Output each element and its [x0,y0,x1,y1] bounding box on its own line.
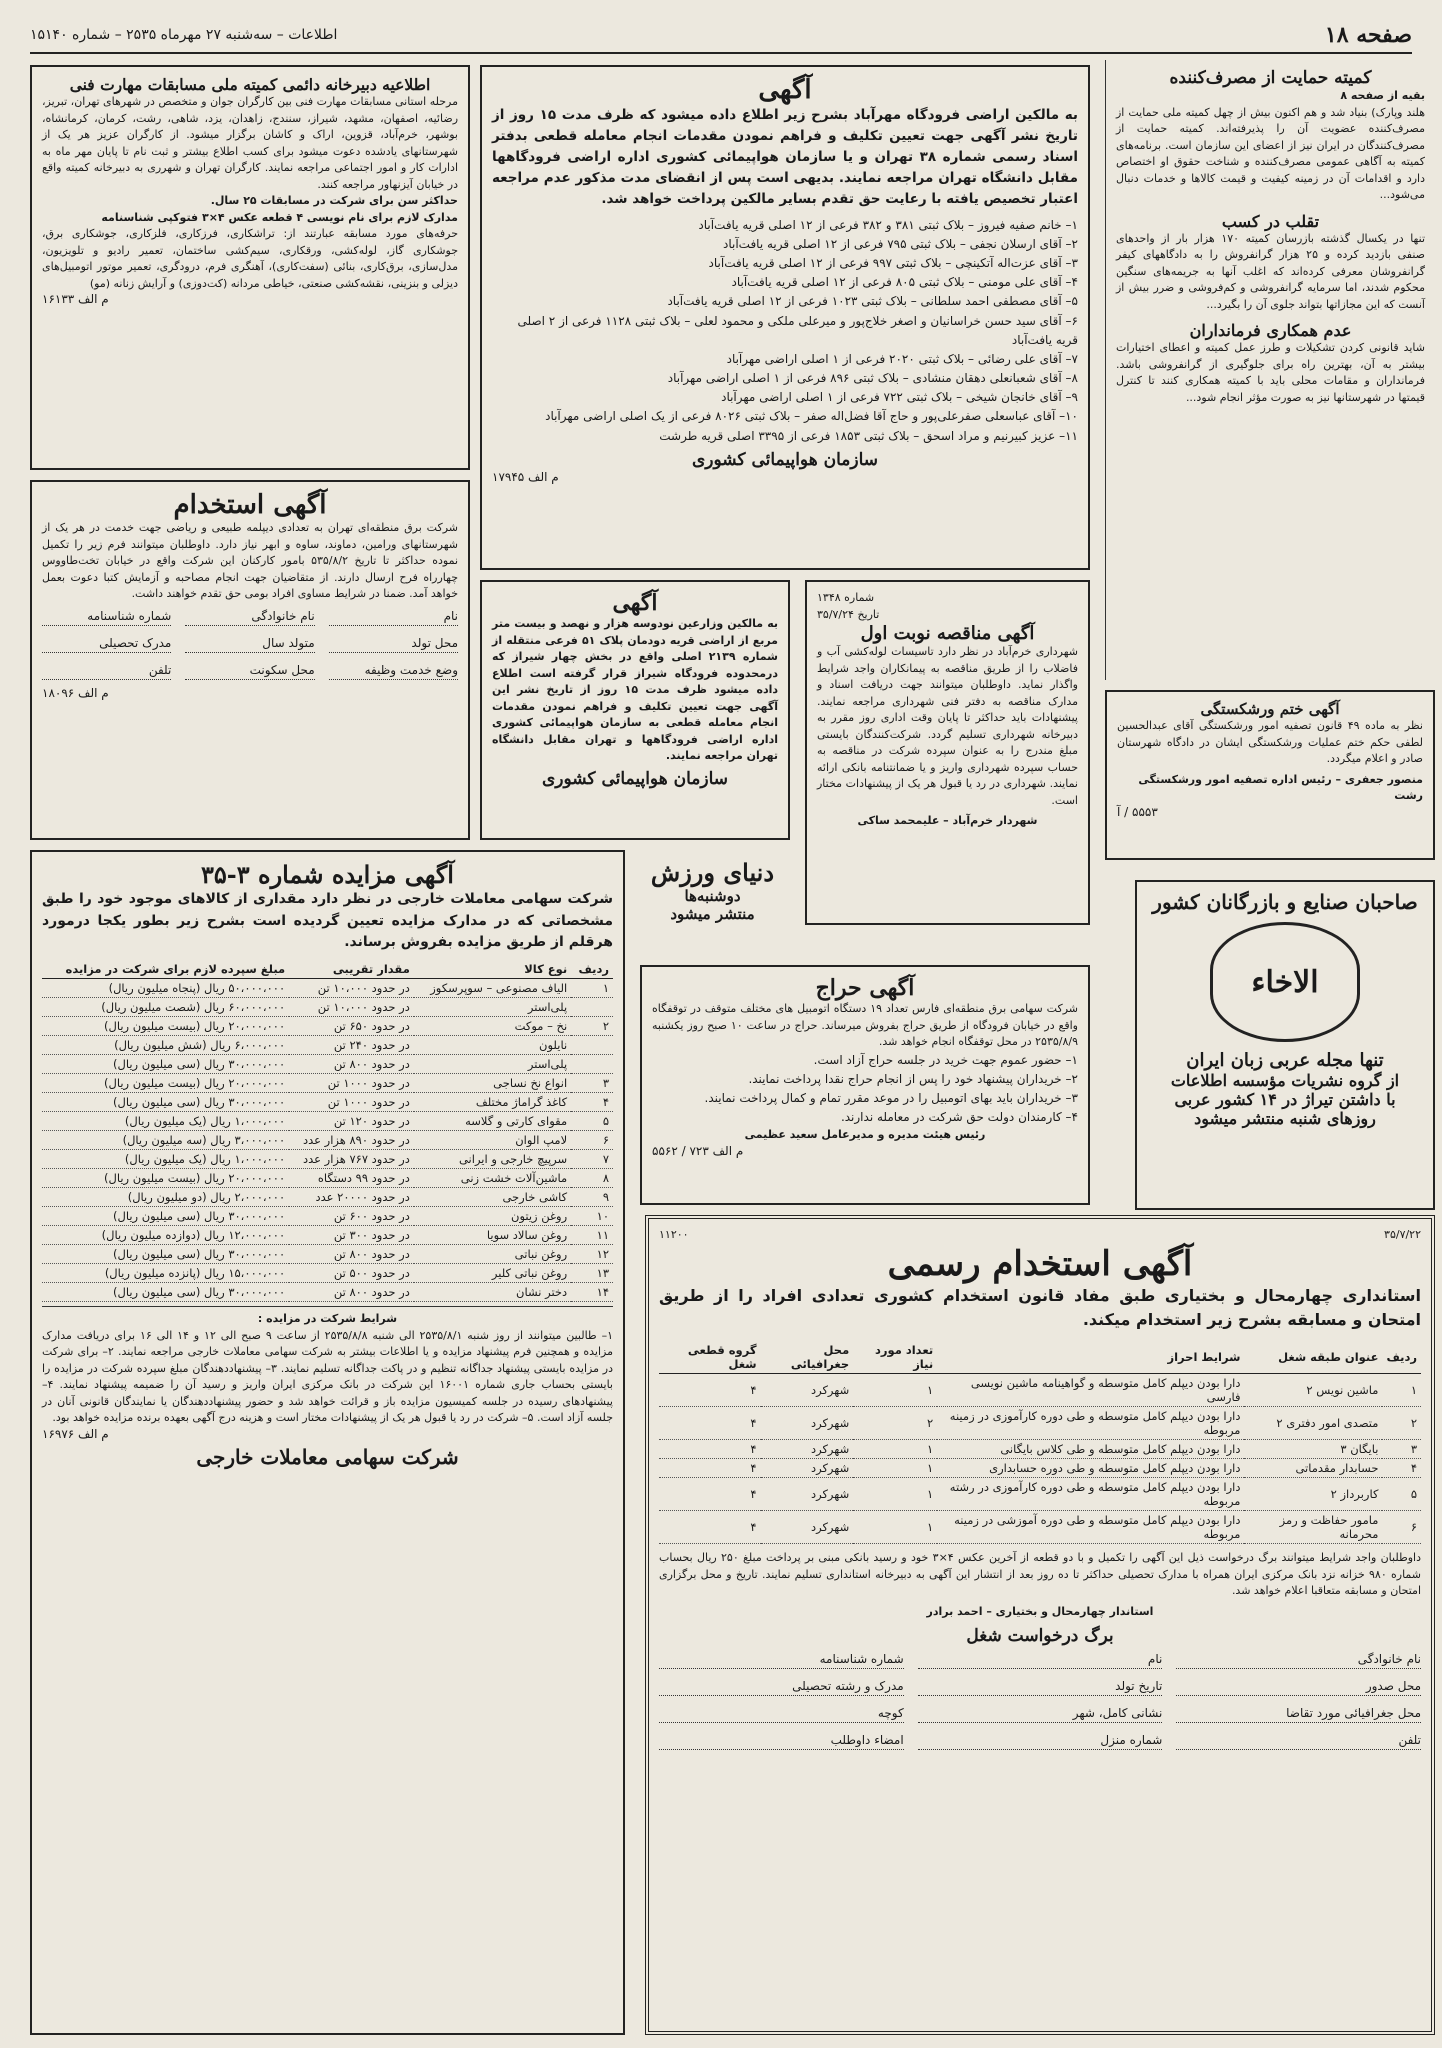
form-field[interactable]: تلفن [42,663,171,680]
alakha-seal: الاخاء [1210,922,1360,1042]
list-item: ۴– آقای علی مومنی – بلاک ثبتی ۸۰۵ فرعی از ۱۲ اصلی قریه یافت‌آباد [731,275,1078,290]
col-header: عنوان طبقه شغل [1244,1341,1382,1374]
table-header-row [659,1341,1421,1374]
list-item: ۳– خریداران باید بهای اتومبیل را در موعد مقرر تمام و کمال پرداخت نمایند. [704,1090,1078,1105]
table-cell: ۱،۰۰۰،۰۰۰ ریال (یک میلیون ریال) [42,1150,289,1169]
page-number: صفحه ۱۸ [1324,22,1412,48]
table-row [42,1264,613,1283]
haraj-body: شرکت سهامی برق منطقه‌ای فارس تعداد ۱۹ دستگاه اتومبیل های مختلف متوقف در توقفگاه واقع در خیابان فرودگاه از طریق حراج بفروش میرساند. حراج در ساعت ۱۰ صبح روز یکشنبه ۲۵۳۵/۸/۹ در محل توقفگاه انجام خواهد شد. [652,1002,1078,1048]
mosabeghat-req2: مدارک لازم برای نام نویسی ۴ قطعه عکس ۴×۳ فتوکپی شناسنامه [101,210,458,224]
table-cell: کاشی خارجی [414,1188,571,1207]
table-cell [571,1055,613,1074]
estekhdam-rasmi-title: آگهی استخدام رسمی [887,1243,1193,1284]
table-cell: ۳۰،۰۰۰،۰۰۰ ریال (سی میلیون ریال) [42,1093,289,1112]
mosabeghat-req1: حداکثر سن برای شرکت در مسابقات ۲۵ سال. [210,194,458,207]
haraj-ref: م الف ۷۲۳ / ۵۵۶۲ [652,1143,744,1158]
table-cell: ۵ [571,1112,613,1131]
form-field[interactable]: کوچه [659,1706,904,1723]
form-field[interactable]: نشانی کامل، شهر [918,1706,1163,1723]
list-item: ۲– آقای ارسلان نجفی – بلاک ثبتی ۷۹۵ فرعی از ۱۲ اصلی قریه یافت‌آباد [722,236,1078,251]
table-row [659,1440,1421,1459]
aviation-main-ref: م الف ۱۷۹۴۵ [492,469,559,484]
table-cell: ماشین نویس ۲ [1244,1374,1382,1407]
hamkari-title: عدم همکاری فرمانداران [1189,321,1352,340]
list-item: ۷– آقای علی رضائی – بلاک ثبتی ۲۰۲۰ فرعی از ۱ اصلی اراضی مهرآباد [726,351,1078,366]
list-item: ۹– آقای خانجان شیخی – بلاک ثبتی ۷۲۲ فرعی از ۱ اصلی اراضی مهرآباد [721,390,1078,405]
table-cell: بایگان ۳ [1244,1440,1382,1459]
aviation-owner-list [492,216,1078,446]
list-item: ۵– آقای مصطفی احمد سلطانی – بلاک ثبتی ۱۰۲۳ فرعی از ۱۲ اصلی قریه یافت‌آباد [667,294,1078,309]
table-row [659,1478,1421,1511]
table-cell: دارا بودن دیپلم کامل متوسطه و طی دوره کارآموزی در رشته مربوطه [937,1478,1244,1511]
table-cell: در حدود ۲۰۰۰۰ عدد [289,1188,414,1207]
table-cell: ۱ [853,1459,937,1478]
list-item: ۱– خانم صفیه فیروز – بلاک ثبتی ۳۸۱ و ۳۸۲ فرعی از ۱۲ اصلی قریه یافت‌آباد [698,217,1078,232]
table-cell: ۱ [853,1374,937,1407]
table-cell: ۴ [659,1374,761,1407]
table-cell: ۲ [853,1407,937,1440]
col-header: محل جغرافیائی [761,1341,854,1374]
table-cell: ۳۰،۰۰۰،۰۰۰ ریال (سی میلیون ریال) [42,1207,289,1226]
table-cell: نایلون [414,1036,571,1055]
table-cell: در حدود ۶۵۰ تن [289,1017,414,1036]
form-field[interactable]: امضاء داوطلب [659,1733,904,1750]
estekhdam-rasmi-table [659,1341,1421,1544]
table-cell: ۲،۰۰۰،۰۰۰ ریال (دو میلیون ریال) [42,1188,289,1207]
varzesh-sub2: منتشر میشود [670,905,755,923]
table-cell: الیاف مصنوعی – سوپرسکوز [414,979,571,998]
table-cell: در حدود ۸۰۰ تن [289,1055,414,1074]
table-cell: ۲۰،۰۰۰،۰۰۰ ریال (بیست میلیون ریال) [42,1169,289,1188]
form-field[interactable]: تلفن [1176,1733,1421,1750]
consumer-title: کمیته حمایت از مصرف‌کننده [1169,68,1372,88]
mosabeghat-fields: حرفه‌های مورد مسابقه عبارتند از: تراشکاری، فرزکاری، فلزکاری، جوشکاری برق، جوشکاری گاز، لوله‌کشی، ورقکاری، سیم‌کشی ساختمان، تعمیر رادیو و تلویزیون، مدل‌سازی، برق‌کاری، بنائی (سفت‌کاری)، آهنگری فرم، درودگری، تعمیر موتور اتومبیل‌های دیزلی و بنزینی، نقشه‌کشی صنعتی، خیاطی مردانه (کت‌دوزی) و آرایش زنانه (مو) [42,227,458,290]
ad-top: صاحبان صنایع و بازرگانان کشور [1152,890,1418,914]
table-cell: در حدود ۸۰۰ تن [289,1283,414,1302]
table-row [659,1511,1421,1544]
table-cell: دارا بودن دیپلم کامل متوسطه و طی دوره حسابداری [937,1459,1244,1478]
taghallob-body: تنها در یکسال گذشته بازرسان کمیته ۱۷۰ هزار بار از واحدهای صنفی بازدید کرده و ۲۵ هزار گرانفروش را به دادگاههای کیفر گرانفروشان معرفی کرده‌اند که اغلب آنها به جریمه‌های سنگین محکوم شدند، اما سرمایه گرانفروشی و کم‌فروشی و ضرر بیش از آنست که این مجازاتها بتواند جلوی آن را بگیرد... [1116,231,1426,311]
table-row [42,1150,613,1169]
form-field[interactable]: شماره شناسنامه [659,1652,904,1669]
form-field[interactable]: تاریخ تولد [918,1679,1163,1696]
taghallob-title: تقلب در کسب [1221,211,1320,231]
table-row [659,1459,1421,1478]
table-row [659,1374,1421,1407]
table-cell: در حدود ۸۹۰ هزار عدد [289,1131,414,1150]
table-cell: در حدود ۱۲۰ تن [289,1112,414,1131]
table-cell: روغن زیتون [414,1207,571,1226]
table-cell: ۲ [571,1017,613,1036]
table-row [659,1407,1421,1440]
estekhdam-ref: م الف ۱۸۰۹۶ [42,685,109,700]
list-item: ۴– کارمندان دولت حق شرکت در معامله ندارند. [840,1110,1078,1125]
table-cell: کاغذ گراماژ مختلف [414,1093,571,1112]
table-cell: دارا بودن دیپلم کامل متوسطه و طی دوره آموزشی در زمینه مربوطه [937,1511,1244,1544]
monagheseh-body: شهرداری خرم‌آباد در نظر دارد تاسیسات لوله‌کشی آب و فاضلاب را از طریق مناقصه به پیمانکاران واجد شرایط واگذار نماید. داوطلبان میتوانند جهت دریافت اسناد و مدارک مناقصه به دفتر فنی شهرداری مراجعه نمایند. پیشنهادات باید حداکثر تا پایان وقت اداری روز مقرر به دبیرخانه شهرداری تسلیم گردد. شرکت‌کنندگان بایستی مبلغ مندرج را به عنوان سپرده شرکت در مناقصه به حساب سپرده شهرداری واریز و یا ضمانتنامه بانکی ارائه نمایند. شهرداری در رد یا قبول هر یک از پیشنهادات مختار است. [817,645,1078,807]
list-item: ۸– آقای شعبانعلی دهقان منشادی – بلاک ثبتی ۸۹۶ فرعی از ۱ اصلی اراضی مهرآباد [667,371,1078,386]
table-cell: در حدود ۵۰۰ تن [289,1264,414,1283]
mozayede-cond-title: شرایط شرکت در مزایده : [257,1312,398,1326]
table-cell: در حدود ۲۴۰ تن [289,1036,414,1055]
table-cell: ۴ [659,1407,761,1440]
form-field[interactable]: نام [329,609,458,626]
form-field[interactable]: نام خانوادگی [1176,1652,1421,1669]
consumer-body: هلند وپارک) بنیاد شد و هم اکنون بیش از چهل کمیته ملی حمایت از مصرف‌کننده عضویت آن را پذیرفته‌اند. کمیته حمایت از مصرف‌کنندگان در ایران نیز از اعضای این سازمان است. برنامه‌های کمیته به آگاهی عمومی مصرف‌کننده و شناخت حقوق او اختصاص دارد و اقدامات آن در زمینه کیفیت و قیمت کالاها و خدمات دنبال می‌شود... [1116,105,1425,201]
aviation-small-body: به مالکین وزارعین نودوسه هزار و نهصد و بیست متر مربع از اراضی قریه دودمان پلاک ۵۱ فرعی منتقله از شماره ۲۱۳۹ اصلی واقع در بخش چهار شیراز که درمحدوده فرودگاه شیراز قرار گرفته است اطلاع داده میشود ظرف مدت ۱۵ روز از تاریخ نشر این آگهی جهت تعیین تکلیف و فراهم نمودن مقدمات انجام معامله قطعی به سازمان هواپیمائی کشوری اداره اراضی فرودگاهها و تهران مقابل دانشگاه تهران مراجعه نمایند. [492,617,778,762]
table-row [42,1283,613,1302]
mozayede-conditions: ۱– طالبین میتوانند از روز شنبه ۲۵۳۵/۸/۱ الی شنبه ۲۵۳۵/۸/۸ از ساعت ۹ صبح الی ۱۲ و ۱۴ الی ۱۶ برای دریافت مدارک مزایده و همچنین فرم پیشنهاد مزایده و یا اطلاعات بیشتر به شرکت سهامی معاملات خارجی مراجعه نمایند. ۲– برای شرکت در مزایده بایستی پیشنهاد جداگانه تنظیم و در پاکت جداگانه تسلیم نمایند. ۳– پیشنهاددهندگان مبلغ سپرده شرکت در مزایده را بایستی بحساب جاری شماره ۱۶۰۰۱ این شرکت در بانک مرکزی ایران واریز و رسید آن را ضمیمه پیشنهاد نمایند. ۴– پیشنهادهای رسیده در جلسه کمیسیون مزایده باز و قرائت خواهد شد و حضور پیشنهاددهندگان یا نمایندگان قانونی آنان در جلسه آزاد است. ۵– شرکت در رد یا قبول هر یک از پیشنهادات مختار است و هزینه درج آگهی بعهده برنده مزایده خواهد بود. [42,1328,613,1425]
list-item: ۱۰– آقای عباسعلی صفرعلی‌پور و حاج آقا فضل‌اله صفر – بلاک ثبتی ۸۰۲۶ فرعی از یک اصلی اراضی مهرآباد [545,409,1078,424]
form-field[interactable]: مدرک و رشته تحصیلی [659,1679,904,1696]
list-item: ۱– حضور عموم جهت خرید در جلسه حراج آزاد است. [813,1052,1078,1067]
khatm-title: آگهی ختم ورشکستگی [1200,700,1340,718]
table-cell: پلی‌استر [414,1055,571,1074]
table-cell: مامور حفاظت و رمز محرمانه [1244,1511,1382,1544]
table-cell: شهرکرد [761,1407,854,1440]
table-cell: ۳ [1382,1440,1421,1459]
table-cell: ۸ [571,1169,613,1188]
code-right: ۳۵/۷/۲۲ [1384,1228,1421,1241]
table-cell: ۲۰،۰۰۰،۰۰۰ ریال (بیست میلیون ریال) [42,1074,289,1093]
table-cell: در حدود ۶۰۰ تن [289,1207,414,1226]
khatm-body: نظر به ماده ۴۹ قانون تصفیه امور ورشکستگی آقای عبدالحسین لطفی حکم ختم عملیات ورشکستگی ایشان در دادگاه شهرستان صادر و اعلام میگردد. [1117,719,1423,765]
table-cell: کاربرداز ۲ [1244,1478,1382,1511]
table-cell: ۴ [659,1459,761,1478]
table-cell: ۶ [1382,1511,1421,1544]
table-cell: ۱۳ [571,1264,613,1283]
table-cell: انواع نخ نساجی [414,1074,571,1093]
varzesh-sub1: دوشنبه‌ها [684,887,741,905]
list-item: ۱۱– عزیز کبیرنیم و مراد اسحق – بلاک ثبتی ۱۸۵۳ فرعی از ۳۳۹۵ اصلی قریه طرشت [659,428,1078,443]
mozayede-intro: شرکت سهامی معاملات خارجی در نظر دارد مقداری از کالاهای موجود خود را طبق مشخصاتی که در مدارک مزایده تعیین گردیده است بشرح زیر بطور یکجا درمورد هرقلم از طریق مزایده بفروش برساند. [42,891,613,951]
form-field[interactable]: محل تولد [329,636,458,653]
table-row [42,1093,613,1112]
estekhdam-body: شرکت برق منطقه‌ای تهران به تعدادی دیپلمه طبیعی و ریاضی جهت خدمت در هر یک از شهرستانهای ورامین، دماوند، ساوه و ابهر نیاز دارد. داوطلبان میتوانند فرم زیر را تکمیل نموده حداکثر تا تاریخ ۵۳۵/۸/۲ بامور کارکنان این شرکت واقع در خیابان تخت‌طاووس چهارراه فرح ارسال دارند. از متقاضیان جهت انجام مصاحبه و آزمایش کتبا دعوت بعمل خواهد آمد. ضمنا در شرایط مساوی افراد بومی حق تقدم خواهند داشت. [42,521,458,600]
table-row [42,1169,613,1188]
form-field[interactable]: نام [918,1652,1163,1669]
table-cell: ۳ [571,1074,613,1093]
monagheseh-date: تاریخ ۳۵/۷/۲۴ [817,607,880,621]
table-cell: مقوای کارتی و گلاسه [414,1112,571,1131]
table-cell: ۶ [571,1131,613,1150]
table-row [42,979,613,998]
list-item: ۳– آقای عزت‌اله آتکینچی – بلاک ثبتی ۹۹۷ فرعی از ۱۲ اصلی قریه یافت‌آباد [708,255,1078,270]
table-cell: ۱۱ [571,1226,613,1245]
consumer-subtitle: بقیه از صفحه ۸ [1340,89,1425,102]
alakha-ad [1135,880,1435,1210]
table-cell: شهرکرد [761,1374,854,1407]
table-cell: دختر نشان [414,1283,571,1302]
hamkari-body: شاید قانونی کردن تشکیلات و طرز عمل کمیته و اعطای اختیارات بیشتر به آن، بهترین راه برای جلوگیری از گرانفروشی باشد. فرمانداران و مقامات محلی باید با کمیته همکاری کنند تا کنترل قیمتها در شهرستانها نیز به صورت مؤثر انجام شود... [1116,341,1425,404]
ad-line4: روزهای شنبه منتشر میشود [1194,1109,1376,1128]
varzesh-ad [630,850,795,950]
form-field[interactable]: شماره منزل [918,1733,1163,1750]
col-header: ردیف [1382,1341,1421,1374]
col-header: ردیف [571,960,613,979]
col-header: تعداد مورد نیاز [853,1341,937,1374]
aviation-main-sign: سازمان هواپیمائی کشوری [691,449,879,470]
table-cell: ۴ [1382,1459,1421,1478]
form-field[interactable]: مدرک تحصیلی [42,636,171,653]
table-cell: ۴ [659,1511,761,1544]
form-field[interactable]: متولد سال [185,636,314,653]
table-cell: ۱ [853,1440,937,1459]
estekhdam-rasmi-notice [645,1215,1435,2035]
varzesh-title: دنیای ورزش [650,858,775,887]
mosabeghat-body: مرحله استانی مسابقات مهارت فنی بین کارگران جوان و متخصص در شهرهای تهران، تبریز، رضائیه، اصفهان، مشهد، شیراز، سنندج، زاهدان، یزد، شاهی، رشت، کرمان، کرمانشاه، بوشهر، خرم‌آباد، قزوین، اراک و کاشان برگزار میشود. از کارگران عزیز هر یک از شهرستانهای یادشده دعوت میشود برای کسب اطلاع بیشتر و ثبت نام تا پایان مهر ماه به ادارات کار و امور اجتماعی مراجعه نمایند. کارگران تهران و شهرری به دبیرخانه کمیته واقع در خیابان آیزنهاور مراجعه کنند. [42,95,458,191]
khatm-sign: منصور جعفری – رئیس اداره تصفیه امور ورشکستگی رشت [1138,772,1423,802]
aviation-main-intro: به مالکین اراضی فرودگاه مهرآباد بشرح زیر اطلاع داده میشود که ظرف مدت ۱۵ روز از تاریخ نشر آگهی جهت تعیین تکلیف و فراهم نمودن مقدمات انجام معامله قطعی بدفتر اسناد رسمی شماره ۳۸ تهران و یا سازمان هواپیمائی کشوری اداره اراضی فرودگاهها مقابل دانشگاه تهران مراجعه نمایند. بدیهی است پس از انقضای مدت مذکور عدم مراجعه اعتبار تخصیص یافته با رعایت حق تقدم بسایر مالکین پرداخت خواهد شد. [492,107,1078,207]
estekhdam-title: آگهی استخدام [173,490,327,520]
table-cell: ۲ [1382,1407,1421,1440]
table-cell: در حدود ۱۰،۰۰۰ تن [289,998,414,1017]
table-cell: در حدود ۷۶۷ هزار عدد [289,1150,414,1169]
table-row [42,1112,613,1131]
mosabeghat-ref: م الف ۱۶۱۳۳ [42,292,109,306]
issue-info: اطلاعات – سه‌شنبه ۲۷ مهرماه ۲۵۳۵ – شماره ۱۵۱۴۰ [30,27,338,43]
ad-line1: تنها مجله عربی زبان ایران [1186,1050,1384,1071]
table-cell: در حدود ۱۰۰۰ تن [289,1074,414,1093]
table-row [42,1036,613,1055]
table-cell: ماشین‌آلات خشت زنی [414,1169,571,1188]
table-cell: ۱ [853,1478,937,1511]
estekhdam-rasmi-sign: استاندار چهارمحال و بختیاری – احمد برادر [926,1604,1154,1618]
form-field[interactable]: محل صدور [1176,1679,1421,1696]
table-cell: ۱،۰۰۰،۰۰۰ ریال (یک میلیون ریال) [42,1112,289,1131]
table-row [42,1188,613,1207]
table-cell: ۴ [659,1478,761,1511]
monagheseh-number: شماره ۱۳۴۸ [817,591,875,604]
estekhdam-rasmi-codes [659,1227,1421,1244]
table-cell: شهرکرد [761,1440,854,1459]
table-cell: ۱۲ [571,1245,613,1264]
table-row [42,1245,613,1264]
haraj-list [652,1051,1078,1128]
form-field[interactable]: شماره شناسنامه [42,609,171,626]
haraj-sign: رئیس هیئت مدیره و مدیرعامل سعید عظیمی [744,1128,986,1142]
mozayede-notice [30,850,625,2035]
mozayede-sign: شرکت سهامی معاملات خارجی [196,1444,459,1469]
col-header: مبلغ سپرده لازم برای شرکت در مزایده [42,960,289,979]
table-cell: ۶۰،۰۰۰،۰۰۰ ریال (شصت میلیون ریال) [42,998,289,1017]
estekhdam-rasmi-table-body [659,1374,1421,1544]
table-cell: ۱۰ [571,1207,613,1226]
col-header: نوع کالا [414,960,571,979]
page-header [30,18,1412,54]
table-cell: نخ – موکت [414,1017,571,1036]
table-cell: در حدود ۱۰۰۰ تن [289,1093,414,1112]
haraj-title: آگهی حراج [815,975,915,1001]
code-left: ۱۱۲۰۰ [659,1228,689,1241]
form-field[interactable]: محل جغرافیائی مورد تقاضا [1176,1706,1421,1723]
table-cell [571,998,613,1017]
table-cell: دارا بودن دیپلم کامل متوسطه و طی دوره کارآموزی در زمینه مربوطه [937,1407,1244,1440]
form-title: برگ درخواست شغل [966,1626,1114,1647]
col-header: گروه قطعی شغل [659,1341,761,1374]
consumer-column [1105,60,1435,680]
table-row [42,1131,613,1150]
table-cell: در حدود ۱۰،۰۰۰ تن [289,979,414,998]
col-header: شرایط احراز [937,1341,1244,1374]
mosabeghat-notice [30,65,470,470]
aviation-small-sign: سازمان هواپیمائی کشوری [541,768,729,789]
form-field[interactable]: محل سکونت [185,663,314,680]
table-cell: ۵۰،۰۰۰،۰۰۰ ریال (پنجاه میلیون ریال) [42,979,289,998]
table-cell: لامپ الوان [414,1131,571,1150]
table-cell: ۱ [571,979,613,998]
table-cell: ۹ [571,1188,613,1207]
table-cell: روغن سالاد سویا [414,1226,571,1245]
table-cell: در حدود ۹۹ دستگاه [289,1169,414,1188]
table-cell: حسابدار مقدماتی [1244,1459,1382,1478]
form-field[interactable]: نام خانوادگی [185,609,314,626]
monagheseh-title: آگهی مناقصه نوبت اول [860,623,1035,644]
table-cell: ۴ [571,1093,613,1112]
mosabeghat-title: اطلاعیه دبیرخانه دائمی کمیته ملی مسابقات مهارت فنی [69,75,431,94]
table-cell: ۳۰،۰۰۰،۰۰۰ ریال (سی میلیون ریال) [42,1055,289,1074]
table-row [42,998,613,1017]
table-cell: ۵ [1382,1478,1421,1511]
application-form [659,1652,1421,1750]
estekhdam-form [42,609,458,680]
table-row [42,1207,613,1226]
table-cell: ۱۵،۰۰۰،۰۰۰ ریال (پانزده میلیون ریال) [42,1264,289,1283]
list-item: ۶– آقای سید حسن خراسانیان و اصغر خلاج‌پور و میرعلی ملکی و محمود لعلی – بلاک ثبتی ۱۱۲۸ فرعی از ۲ اصلی قریه یافت‌آباد [517,313,1078,347]
table-cell: ۳۰،۰۰۰،۰۰۰ ریال (سی میلیون ریال) [42,1283,289,1302]
table-cell: شهرکرد [761,1478,854,1511]
form-field[interactable]: وضع خدمت وظیفه [329,663,458,680]
aviation-main-notice [480,65,1090,570]
khatm-notice [1105,690,1435,860]
estekhdam-rasmi-intro: استانداری چهارمحال و بختیاری طبق مفاد قانون استخدام کشوری تعدادی افراد را از طریق امتحان و مسابقه بشرح زیر استخدام میکند. [659,1285,1421,1330]
aviation-small-notice [480,580,790,840]
table-cell: ۷ [571,1150,613,1169]
table-cell: روغن نباتی کلیر [414,1264,571,1283]
monagheseh-notice [805,580,1090,925]
table-cell: ۱۴ [571,1283,613,1302]
table-cell: در حدود ۳۰۰ تن [289,1226,414,1245]
table-row [42,1055,613,1074]
table-cell: پلی‌استر [414,998,571,1017]
mozayede-title: آگهی مزایده شماره ۳-۳۵ [201,860,454,889]
table-cell: در حدود ۸۰۰ تن [289,1245,414,1264]
table-cell: ۲۰،۰۰۰،۰۰۰ ریال (بیست میلیون ریال) [42,1017,289,1036]
table-cell: ۱۲،۰۰۰،۰۰۰ ریال (دوازده میلیون ریال) [42,1226,289,1245]
ad-line3: با داشتن تیراژ در ۱۴ کشور عربی [1174,1090,1396,1109]
table-cell: شهرکرد [761,1459,854,1478]
table-cell: ۴ [659,1440,761,1459]
ad-line2: از گروه نشریات مؤسسه اطلاعات [1170,1071,1400,1090]
table-header-row [42,960,613,979]
table-cell: ۱ [853,1511,937,1544]
table-cell [571,1036,613,1055]
table-cell: شهرکرد [761,1511,854,1544]
mozayede-table [42,960,613,1302]
table-cell: ۳۰،۰۰۰،۰۰۰ ریال (سی میلیون ریال) [42,1245,289,1264]
list-item: ۲– خریداران پیشنهاد خود را پس از انجام حراج نقدا پرداخت نمایند. [748,1071,1078,1086]
table-cell: متصدی امور دفتری ۲ [1244,1407,1382,1440]
aviation-main-title: آگهی [758,75,812,105]
monagheseh-sign: شهردار خرم‌آباد – علیمحمد ساکی [857,814,1038,827]
table-cell: سرپیچ خارجی و ایرانی [414,1150,571,1169]
table-row [42,1074,613,1093]
khatm-ref: ۵۵۵۳ / آ [1117,804,1158,819]
mozayede-ref: م الف ۱۶۹۷۶ [42,1426,109,1441]
table-row [42,1226,613,1245]
table-cell: ۱ [1382,1374,1421,1407]
aviation-small-title: آگهی [612,590,658,616]
table-cell: دارا بودن دیپلم کامل متوسطه و گواهینامه ماشین نویسی فارسی [937,1374,1244,1407]
col-header: مقدار تقریبی [289,960,414,979]
table-cell: ۶،۰۰۰،۰۰۰ ریال (شش میلیون ریال) [42,1036,289,1055]
estekhdam-notice [30,480,470,840]
mozayede-table-body [42,979,613,1302]
table-cell: دارا بودن دیپلم کامل متوسطه و طی کلاس بایگانی [937,1440,1244,1459]
table-cell: ۳،۰۰۰،۰۰۰ ریال (سه میلیون ریال) [42,1131,289,1150]
table-cell: روغن نباتی [414,1245,571,1264]
table-row [42,1017,613,1036]
haraj-notice [640,965,1090,1205]
estekhdam-rasmi-body: داوطلبان واجد شرایط میتوانند برگ درخواست ذیل این آگهی را تکمیل و با دو قطعه از آخرین عکس ۴×۳ خود و رسید بانکی مبنی بر پرداخت مبلغ ۲۵۰ ریال بحساب شماره ۹۸۰ خزانه نزد بانک مرکزی ایران همراه با مدارک تحصیلی حداکثر تا ده روز بعد از انتشار این آگهی به دبیرخانه استانداری تسلیم نمایند. تاریخ و محل برگزاری امتحان و مسابقه متعاقبا اعلام خواهد شد. [659,1551,1421,1598]
